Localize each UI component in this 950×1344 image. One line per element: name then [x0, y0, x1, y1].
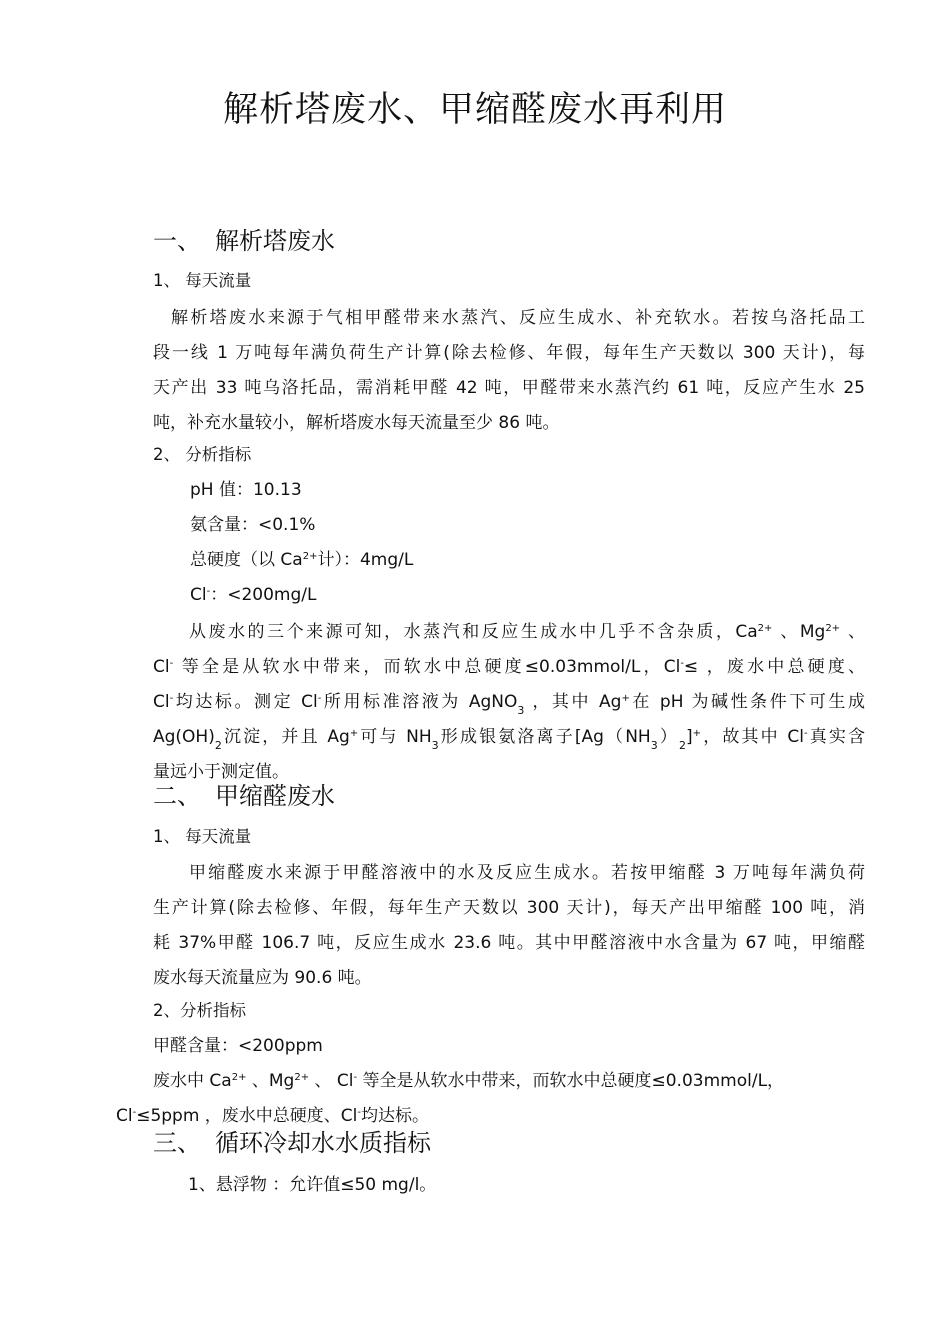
suspended-solids-item: 1、悬浮物 ：允许值≤50 mg/l。 — [188, 1175, 437, 1195]
text-line: 吨，补充水量较小，解析塔废水每天流量至少 86 吨。 — [153, 413, 560, 433]
section-title: 循环冷却水水质指标 — [215, 1129, 431, 1157]
paragraph-analysis-2-line1: 废水中 $Ca^{2+}$ 、$Mg^{2+}$ 、 Cl- 等全是从软水中带来，而软水中总硬度≤0.03mmol/L， — [153, 1071, 785, 1091]
text-line: $Ag(OH)_2$沉淀，并且 Ag+可与 $NH_3$形成银氨洛离子$[Ag(NH_3)_2]^+$，故其中 Cl-真实含 — [153, 727, 866, 752]
paragraph-analysis-1 — [153, 615, 865, 790]
ammonia-content: 氨含量：<0.1% — [190, 515, 316, 535]
paragraph-flow-2 — [153, 856, 865, 996]
text-line: 解析塔废水来源于气相甲醛带来水蒸汽、反应生成水、补充软水。若按乌洛托品工 — [171, 308, 865, 328]
subheading-daily-flow: 1、 每天流量 — [153, 827, 252, 846]
section-heading-3 — [153, 1128, 431, 1158]
text-line: Cl-均达标。测定 Cl-所用标准溶液为 AgNO$_3$ ，其中 Ag+在 pH 为碱性条件下可生成 — [153, 692, 866, 717]
text-line: 从废水的三个来源可知，水蒸汽和反应生成水中几乎不含杂质，$Ca^{2+}$ 、$Mg^{2+}$ 、 — [189, 622, 865, 642]
section-heading-1 — [153, 226, 335, 256]
text-line: 段一线 1 万吨每年满负荷生产计算(除去检修、年假，每年生产天数以 300 天计)，每 — [153, 343, 865, 363]
paragraph-analysis-2-line2: Cl-≤5ppm ，废水中总硬度、Cl-均达标。 — [116, 1106, 430, 1126]
subheading-analysis: 2、 分析指标 — [153, 445, 252, 464]
methanal-content: 甲醛含量：<200ppm — [153, 1036, 323, 1056]
page-title: 解析塔废水、甲缩醛废水再利用 — [222, 90, 727, 130]
text-line: 天产出 33 吨乌洛托品，需消耗甲醛 42 吨，甲醛带来水蒸汽约 61 吨，反应产生水 25 — [153, 378, 865, 398]
section-number: 三、 — [153, 1129, 201, 1157]
chloride-value: Cl-：<200mg/L — [190, 585, 317, 605]
section-title: 甲缩醛废水 — [215, 782, 335, 810]
section-heading-2 — [153, 781, 335, 811]
section-title: 解析塔废水 — [215, 227, 335, 255]
section-number: 二、 — [153, 782, 201, 810]
text-line: 量远小于测定值。 — [153, 762, 289, 782]
text-line: 废水每天流量应为 90.6 吨。 — [153, 968, 372, 988]
subheading-daily-flow: 1、 每天流量 — [153, 271, 252, 290]
ph-value: pH 值：10.13 — [190, 480, 302, 500]
paragraph-flow-1 — [153, 301, 865, 441]
text-line: 生产计算(除去检修、年假，每年生产天数以 300 天计)，每天产出甲缩醛 100 吨，消 — [153, 898, 865, 918]
text-line: 甲缩醛废水来源于甲醛溶液中的水及反应生成水。若按甲缩醛 3 万吨每年满负荷 — [189, 863, 865, 883]
subheading-analysis: 2、分析指标 — [153, 1001, 246, 1020]
text-line: Cl- 等全是从软水中带来，而软水中总硬度≤0.03mmol/L，Cl-≤ ，废水中总硬度、 — [153, 657, 865, 677]
section-number: 一、 — [153, 227, 201, 255]
text-line: 耗 37%甲醛 106.7 吨，反应生成水 23.6 吨。其中甲醛溶液中水含量为 67 吨，甲缩醛 — [153, 933, 865, 953]
total-hardness: 总硬度（以 $Ca^{2+}$计）：4mg/L — [190, 550, 414, 570]
